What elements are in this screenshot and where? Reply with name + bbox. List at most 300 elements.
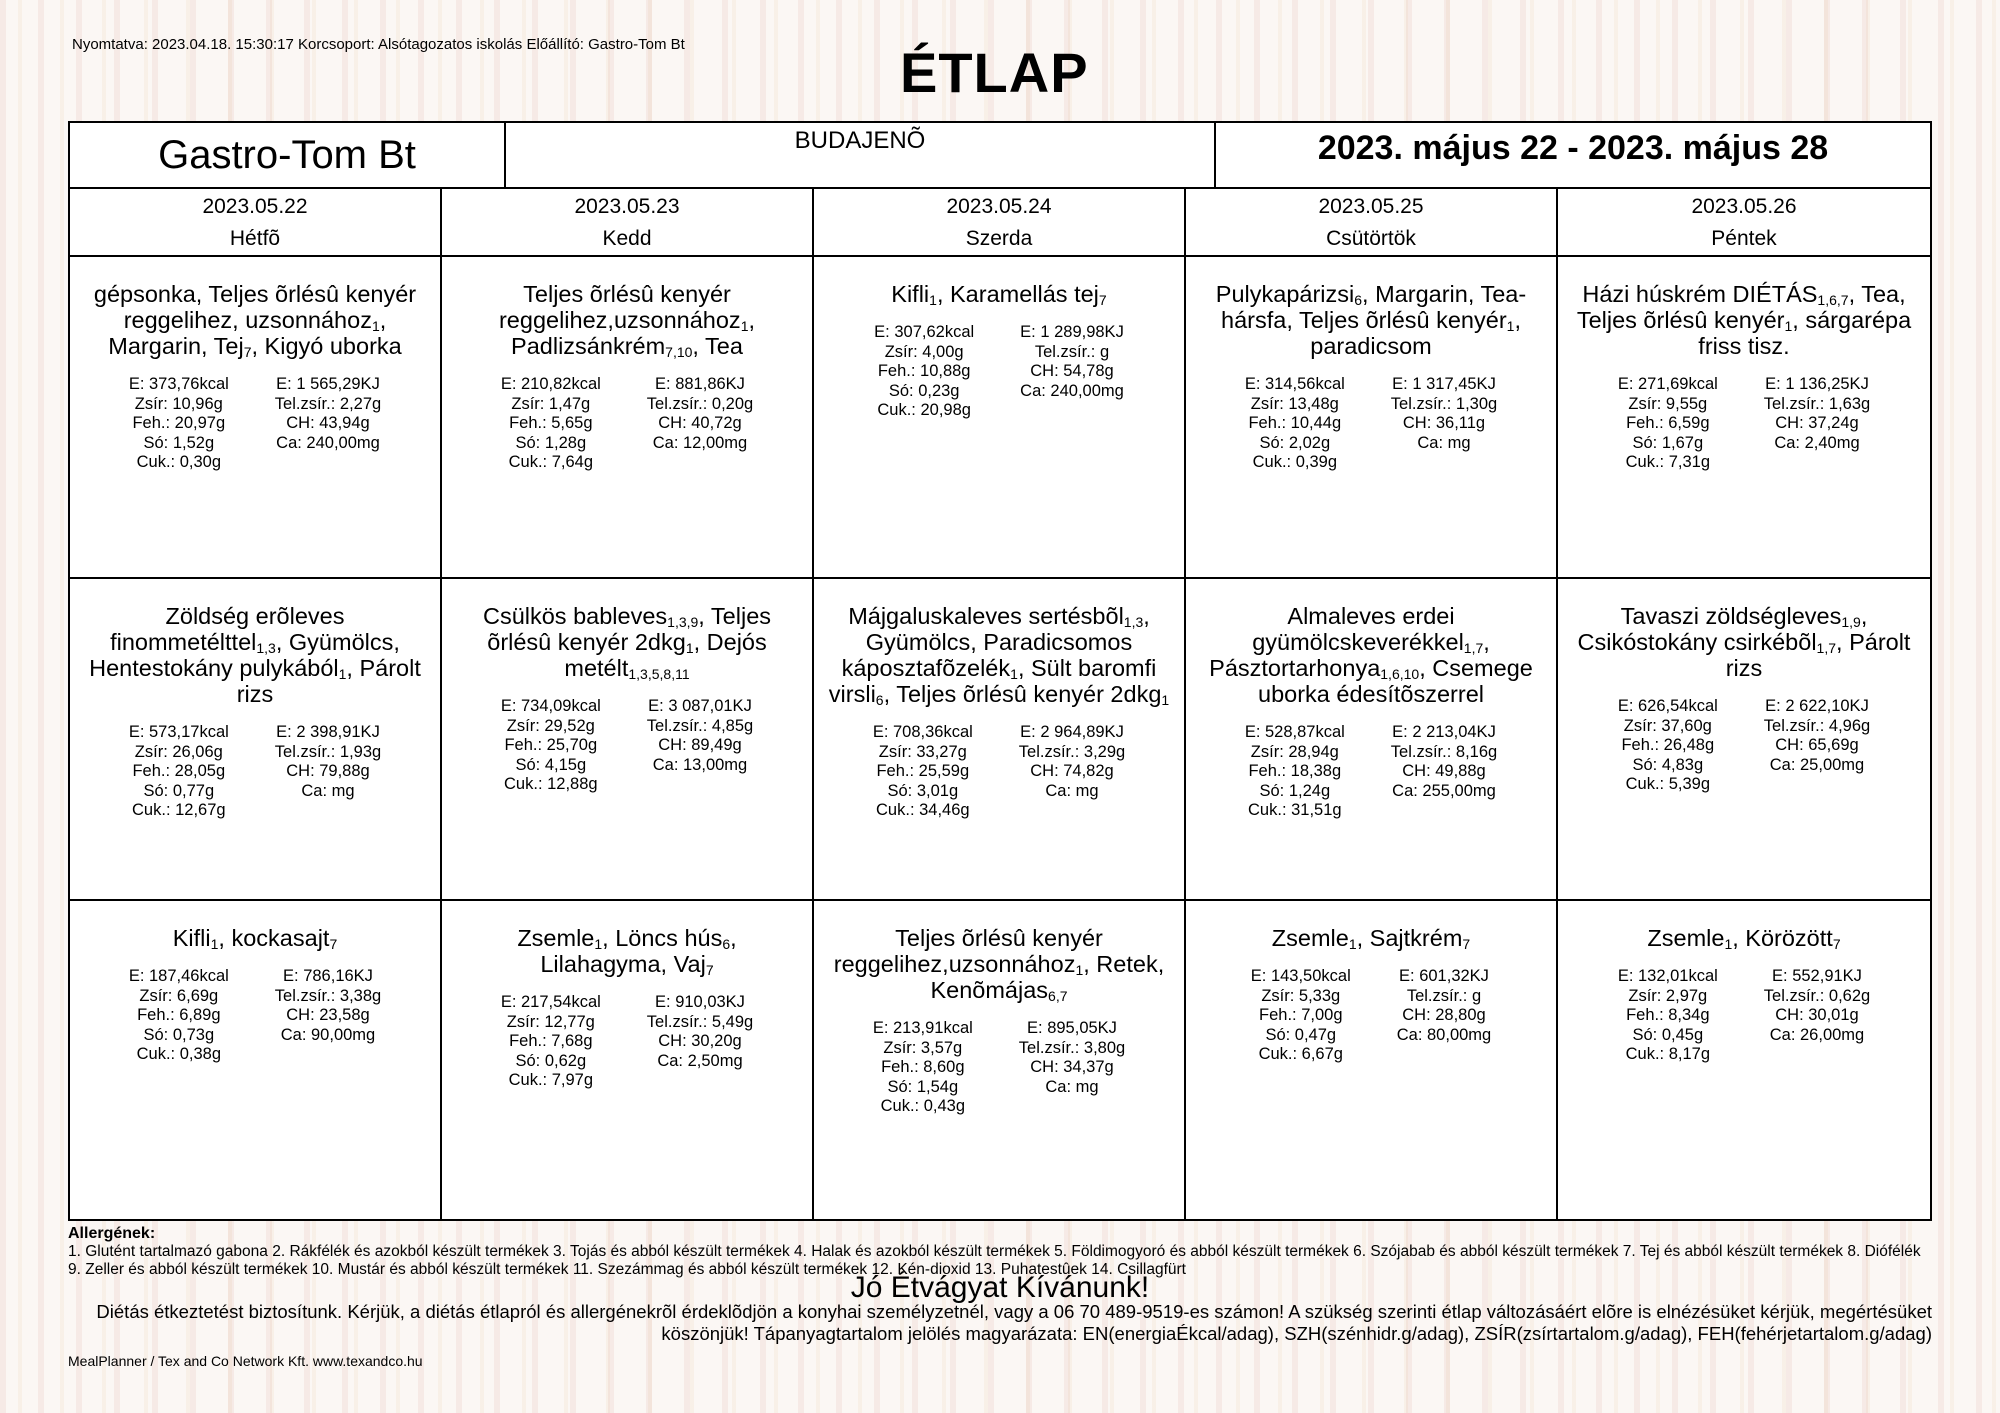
day-name: Szerda bbox=[965, 227, 1033, 250]
allergen-codes: 1 bbox=[1506, 318, 1515, 334]
allergen-codes: 1 bbox=[1348, 936, 1357, 952]
nutrition-value: Ca: 80,00mg bbox=[1396, 1025, 1492, 1044]
nutrition-value: Tel.zsír.: g bbox=[1034, 342, 1110, 361]
meal-description bbox=[828, 925, 1170, 1003]
nutrition-value: E: 2 964,89KJ bbox=[1020, 723, 1124, 741]
nutrition-value: Ca: 12,00mg bbox=[652, 433, 748, 452]
nutrition-value: Zsír: 2,97g bbox=[1628, 986, 1708, 1005]
meal-text: Teljes õrlésû kenyér reggelihez,uzsonnához bbox=[833, 925, 1103, 977]
meal-text: , Gyümölcs, Hentestokány pulykából bbox=[89, 629, 400, 681]
nutrition-value: E: 2 213,04KJ bbox=[1392, 723, 1496, 741]
nutrition-column bbox=[1245, 375, 1345, 473]
nutrition-value: E: 307,62kcal bbox=[874, 323, 975, 341]
nutrition-info bbox=[456, 697, 798, 795]
nutrition-value: E: 1 565,29KJ bbox=[276, 375, 380, 393]
nutrition-column bbox=[1618, 697, 1718, 795]
meal-text: , Körözött bbox=[1732, 925, 1833, 951]
nutrition-value: Só: 4,83g bbox=[1632, 755, 1704, 774]
nutrition-value: Zsír: 6,69g bbox=[139, 986, 219, 1005]
nutrition-value: E: 314,56kcal bbox=[1244, 375, 1345, 393]
nutrition-column bbox=[1019, 723, 1125, 821]
nutrition-value: Zsír: 1,47g bbox=[511, 394, 591, 413]
nutrition-value: E: 626,54kcal bbox=[1617, 697, 1718, 715]
meal-cell bbox=[814, 901, 1186, 1221]
nutrition-column bbox=[275, 967, 381, 1065]
nutrition-value: Só: 1,28g bbox=[515, 433, 587, 452]
day-date: 2023.05.24 bbox=[946, 195, 1052, 218]
meal-text: , Dejós metélt bbox=[564, 629, 767, 681]
software-credit: MealPlanner / Tex and Co Network Kft. www.texandco.hu bbox=[68, 1353, 423, 1369]
nutrition-value: E: 895,05KJ bbox=[1027, 1019, 1117, 1037]
meal-text: Teljes õrlésû kenyér reggelihez,uzsonnához bbox=[498, 281, 741, 333]
meal-description bbox=[84, 925, 426, 951]
meal-text: Májgaluskaleves sertésbõl bbox=[848, 603, 1124, 629]
allergen-codes: 1,3 bbox=[1123, 614, 1144, 630]
meal-description bbox=[1572, 603, 1916, 681]
nutrition-column bbox=[1019, 1019, 1125, 1117]
nutrition-value: Tel.zsír.: 2,27g bbox=[274, 394, 382, 413]
meal-text: , Margarin, Tea- hársfa, Teljes õrlésû kenyér bbox=[1221, 281, 1527, 333]
meal-cell bbox=[70, 901, 442, 1221]
nutrition-value: Zsír: 33,27g bbox=[878, 742, 967, 761]
nutrition-value: Zsír: 3,57g bbox=[883, 1038, 963, 1057]
nutrition-value: Só: 0,77g bbox=[143, 781, 215, 800]
nutrition-value: Só: 0,45g bbox=[1632, 1025, 1704, 1044]
meal-description bbox=[456, 281, 798, 359]
allergen-codes: 1 bbox=[1724, 936, 1733, 952]
location-name: BUDAJENÕ bbox=[506, 123, 1216, 187]
allergen-codes: 1 bbox=[740, 318, 749, 334]
nutrition-value: E: 2 398,91KJ bbox=[276, 723, 380, 741]
provider-name: Gastro-Tom Bt bbox=[70, 123, 506, 187]
day-name: Péntek bbox=[1711, 227, 1777, 250]
allergen-codes: 7 bbox=[705, 962, 714, 978]
nutrition-value: E: 213,91kcal bbox=[872, 1019, 973, 1037]
allergen-codes: 1,9 bbox=[1841, 614, 1861, 630]
meal-cell bbox=[70, 579, 442, 901]
nutrition-value: E: 271,69kcal bbox=[1617, 375, 1718, 393]
meal-text: , sárgarépa friss tisz. bbox=[1698, 307, 1912, 359]
nutrition-value: CH: 34,37g bbox=[1030, 1058, 1114, 1076]
nutrition-info bbox=[456, 375, 798, 473]
nutrition-value: Tel.zsír.: 8,16g bbox=[1390, 742, 1498, 761]
nutrition-value: E: 734,09kcal bbox=[500, 697, 601, 715]
allergen-codes: 1 bbox=[929, 292, 937, 308]
meal-description bbox=[84, 603, 426, 707]
meal-text: , Tea, Teljes õrlésû kenyér bbox=[1576, 281, 1906, 333]
nutrition-value: Feh.: 25,70g bbox=[504, 736, 598, 754]
nutrition-column bbox=[129, 967, 229, 1065]
meal-text: , Sajtkrém bbox=[1356, 925, 1463, 951]
allergen-codes: 7 bbox=[243, 344, 252, 360]
meal-text: Almaleves erdei gyümölcskeverékkel bbox=[1252, 603, 1464, 655]
nutrition-value: Feh.: 6,89g bbox=[137, 1006, 221, 1024]
meal-text: , Margarin, Tej bbox=[108, 307, 387, 359]
nutrition-value: Só: 0,23g bbox=[888, 381, 960, 400]
meal-text: Zsemle bbox=[1647, 925, 1725, 951]
meal-text: , Pásztortarhonya bbox=[1209, 629, 1490, 681]
nutrition-column bbox=[1764, 697, 1870, 795]
nutrition-value: Zsír: 4,00g bbox=[884, 342, 964, 361]
nutrition-value: E: 3 087,01KJ bbox=[648, 697, 752, 715]
meal-description bbox=[1572, 281, 1916, 359]
nutrition-value: Feh.: 7,68g bbox=[509, 1032, 593, 1050]
page-title: ÉTLAP bbox=[900, 41, 1089, 104]
nutrition-info bbox=[84, 375, 426, 473]
nutrition-value: Feh.: 8,34g bbox=[1626, 1006, 1710, 1024]
nutrition-column bbox=[501, 697, 601, 795]
nutrition-value: Só: 1,52g bbox=[143, 433, 215, 452]
meal-text: Tavaszi zöldségleves bbox=[1620, 603, 1842, 629]
allergen-codes: 1 bbox=[1784, 318, 1793, 334]
day-date: 2023.05.23 bbox=[574, 195, 680, 218]
meal-text: Zsemle bbox=[1271, 925, 1349, 951]
nutrition-value: E: 786,16KJ bbox=[283, 967, 373, 985]
nutrition-value: Zsír: 29,52g bbox=[506, 716, 595, 735]
meal-text: , Párolt rizs bbox=[236, 655, 421, 707]
nutrition-value: Ca: mg bbox=[1045, 1077, 1099, 1096]
meal-text: , Löncs hús bbox=[602, 925, 723, 951]
nutrition-info bbox=[828, 323, 1170, 421]
nutrition-value: Ca: 25,00mg bbox=[1769, 755, 1865, 774]
nutrition-value: Feh.: 8,60g bbox=[881, 1058, 965, 1076]
allergen-codes: 1,3,9 bbox=[667, 614, 699, 630]
allergen-codes: 1 bbox=[210, 936, 219, 952]
meal-cell bbox=[1558, 901, 1930, 1221]
nutrition-value: Tel.zsír.: 0,62g bbox=[1763, 986, 1871, 1005]
nutrition-value: Tel.zsír.: g bbox=[1406, 986, 1482, 1005]
day-header bbox=[442, 189, 814, 257]
nutrition-value: E: 143,50kcal bbox=[1250, 967, 1351, 985]
nutrition-value: E: 881,86KJ bbox=[655, 375, 745, 393]
nutrition-value: Feh.: 7,00g bbox=[1259, 1006, 1343, 1024]
nutrition-value: CH: 79,88g bbox=[286, 762, 370, 780]
nutrition-value: CH: 36,11g bbox=[1402, 414, 1486, 432]
nutrition-value: Ca: 13,00mg bbox=[652, 755, 748, 774]
meal-description bbox=[1200, 603, 1542, 707]
meal-text: , paradicsom bbox=[1310, 307, 1521, 359]
nutrition-value: Só: 1,67g bbox=[1632, 433, 1704, 452]
allergen-codes: 7 bbox=[1098, 292, 1107, 308]
day-name: Csütörtök bbox=[1326, 227, 1416, 250]
nutrition-value: E: 217,54kcal bbox=[500, 993, 601, 1011]
nutrition-value: Zsír: 13,48g bbox=[1250, 394, 1339, 413]
nutrition-value: Zsír: 10,96g bbox=[134, 394, 223, 413]
allergen-codes: 1 bbox=[1010, 666, 1018, 682]
nutrition-value: E: 552,91KJ bbox=[1772, 967, 1862, 985]
nutrition-column bbox=[1020, 323, 1124, 421]
allergen-codes: 6,7 bbox=[1048, 988, 1068, 1004]
nutrition-value: Feh.: 10,44g bbox=[1248, 414, 1342, 432]
allergen-codes: 7 bbox=[329, 936, 338, 952]
nutrition-value: CH: 74,82g bbox=[1030, 762, 1114, 780]
nutrition-value: Zsír: 37,60g bbox=[1623, 716, 1712, 735]
day-date: 2023.05.26 bbox=[1691, 195, 1797, 218]
nutrition-value: Ca: 240,00mg bbox=[276, 433, 380, 452]
nutrition-column bbox=[129, 723, 229, 821]
nutrition-value: Só: 4,15g bbox=[515, 755, 587, 774]
nutrition-value: Zsír: 12,77g bbox=[506, 1012, 595, 1031]
nutrition-column bbox=[275, 723, 381, 821]
nutrition-value: Só: 0,73g bbox=[143, 1025, 215, 1044]
day-header bbox=[70, 189, 442, 257]
nutrition-info bbox=[1200, 375, 1542, 473]
meal-text: , Kigyó uborka bbox=[251, 333, 402, 359]
bon-appetit-text: Jó Étvágyat Kívánunk! bbox=[850, 1271, 1150, 1304]
meal-text: , Retek, Kenõmájas bbox=[930, 951, 1165, 1003]
allergen-codes: 1 bbox=[338, 666, 347, 682]
nutrition-value: Feh.: 10,88g bbox=[877, 362, 971, 380]
nutrition-info bbox=[456, 993, 798, 1091]
nutrition-info bbox=[1200, 723, 1542, 821]
menu-grid bbox=[68, 189, 1932, 1221]
nutrition-value: Tel.zsír.: 4,96g bbox=[1763, 716, 1871, 735]
allergen-codes: 1,3,5,8,11 bbox=[628, 666, 690, 682]
allergen-codes: 1,6,10 bbox=[1380, 666, 1420, 682]
nutrition-value: Zsír: 28,94g bbox=[1250, 742, 1339, 761]
nutrition-column bbox=[1764, 967, 1870, 1065]
nutrition-column bbox=[501, 375, 601, 473]
meal-text: , Sült baromfi virsli bbox=[828, 655, 1157, 707]
meal-text: , Padlizsánkrém bbox=[511, 307, 756, 359]
nutrition-value: Ca: mg bbox=[301, 781, 355, 800]
day-header bbox=[1186, 189, 1558, 257]
nutrition-value: E: 210,82kcal bbox=[500, 375, 601, 393]
meal-text: , kockasajt bbox=[218, 925, 330, 951]
nutrition-value: Feh.: 20,97g bbox=[132, 414, 226, 432]
nutrition-column bbox=[1391, 723, 1497, 821]
nutrition-column bbox=[1397, 967, 1491, 1065]
nutrition-value: Cuk.: 0,38g bbox=[136, 1045, 221, 1063]
allergen-codes: 1 bbox=[1161, 692, 1170, 708]
meal-description bbox=[828, 281, 1170, 307]
nutrition-value: Cuk.: 7,64g bbox=[508, 453, 593, 471]
nutrition-value: Zsír: 26,06g bbox=[134, 742, 223, 761]
allergen-codes: 6 bbox=[1354, 292, 1363, 308]
day-name: Kedd bbox=[602, 227, 652, 250]
meal-cell bbox=[70, 257, 442, 579]
diet-notice: Diétás étkeztetést biztosítunk. Kérjük, a diétás étlapról és allergénekrõl érdeklõdjön a konyhai személyzetnél, vagy a 06 70 489-9519-es számon! A szükség szerinti étlap változásáért elõre is elnézésüket kérjük, megértésüket köszönjük! Tápanyagtartalom jelölés magyarázata: EN(energiaÉkcal/adag), SZH(szénhidr.g/adag), ZSÍR(zsírtartalom.g/adag), FEH(fehérjetartalom.g/adag) bbox=[96, 1301, 1932, 1344]
nutrition-value: Cuk.: 12,67g bbox=[132, 801, 226, 819]
nutrition-value: Feh.: 18,38g bbox=[1248, 762, 1342, 780]
nutrition-value: Ca: 90,00mg bbox=[280, 1025, 376, 1044]
nutrition-value: Zsír: 5,33g bbox=[1261, 986, 1341, 1005]
meal-description bbox=[828, 603, 1170, 707]
nutrition-value: Cuk.: 6,67g bbox=[1258, 1045, 1343, 1063]
allergen-codes: 1 bbox=[371, 318, 380, 334]
allergen-codes: 1 bbox=[685, 640, 694, 656]
nutrition-value: E: 2 622,10KJ bbox=[1765, 697, 1869, 715]
nutrition-value: Tel.zsír.: 4,85g bbox=[646, 716, 754, 735]
day-header bbox=[814, 189, 1186, 257]
meal-text: Házi húskrém DIÉTÁS bbox=[1582, 281, 1818, 307]
nutrition-value: CH: 49,88g bbox=[1402, 762, 1486, 780]
nutrition-column bbox=[1251, 967, 1351, 1065]
nutrition-value: Feh.: 6,59g bbox=[1626, 414, 1710, 432]
nutrition-value: Zsír: 9,55g bbox=[1628, 394, 1708, 413]
nutrition-value: E: 1 289,98KJ bbox=[1020, 323, 1124, 341]
meal-text: Csülkös bableves bbox=[482, 603, 668, 629]
allergen-codes: 1,3 bbox=[256, 640, 276, 656]
nutrition-value: E: 373,76kcal bbox=[128, 375, 229, 393]
day-name: Hétfõ bbox=[229, 227, 281, 250]
nutrition-value: CH: 65,69g bbox=[1775, 736, 1859, 754]
nutrition-column bbox=[647, 697, 753, 795]
day-date: 2023.05.25 bbox=[1318, 195, 1424, 218]
nutrition-value: Ca: 26,00mg bbox=[1769, 1025, 1865, 1044]
nutrition-value: E: 1 317,45KJ bbox=[1392, 375, 1496, 393]
printed-info: Nyomtatva: 2023.04.18. 15:30:17 Korcsoport: Alsótagozatos iskolás Előállító: Gastro-Tom Bt bbox=[72, 36, 685, 53]
allergen-codes: 1,7 bbox=[1463, 640, 1484, 656]
nutrition-value: Só: 1,24g bbox=[1259, 781, 1331, 800]
nutrition-column bbox=[1245, 723, 1345, 821]
nutrition-value: Só: 0,47g bbox=[1265, 1025, 1337, 1044]
meal-text: , Csemege uborka édesítõszerrel bbox=[1258, 655, 1533, 707]
nutrition-value: Cuk.: 31,51g bbox=[1248, 801, 1342, 819]
allergen-codes: 7 bbox=[1832, 936, 1841, 952]
allergen-codes: 1,6,7 bbox=[1817, 292, 1849, 308]
nutrition-value: Cuk.: 12,88g bbox=[504, 775, 598, 793]
meal-description bbox=[1200, 281, 1542, 359]
nutrition-value: Ca: 240,00mg bbox=[1020, 381, 1124, 400]
nutrition-info bbox=[1200, 967, 1542, 1065]
allergen-codes: 1 bbox=[1075, 962, 1084, 978]
meal-cell bbox=[814, 579, 1186, 901]
nutrition-value: Tel.zsír.: 3,38g bbox=[274, 986, 382, 1005]
meal-text: , Gyümölcs, Paradicsomos káposztafõzelék bbox=[841, 603, 1150, 681]
meal-text: Kifli bbox=[891, 281, 930, 307]
nutrition-value: CH: 40,72g bbox=[658, 414, 742, 432]
nutrition-value: Só: 2,02g bbox=[1259, 433, 1331, 452]
nutrition-column bbox=[873, 1019, 973, 1117]
nutrition-info bbox=[1572, 967, 1916, 1065]
nutrition-value: CH: 54,78g bbox=[1030, 362, 1114, 380]
meal-text: gépsonka, Teljes õrlésû kenyér reggelihez, uzsonnához bbox=[93, 281, 417, 333]
nutrition-value: CH: 28,80g bbox=[1402, 1006, 1486, 1024]
nutrition-value: Feh.: 28,05g bbox=[132, 762, 226, 780]
meal-cell bbox=[1558, 257, 1930, 579]
meal-cell bbox=[1186, 257, 1558, 579]
nutrition-value: Ca: mg bbox=[1417, 433, 1471, 452]
meal-text: , Lilahagyma, Vaj bbox=[540, 925, 737, 977]
nutrition-column bbox=[501, 993, 601, 1091]
allergen-codes: 7 bbox=[1462, 936, 1471, 952]
nutrition-value: Tel.zsír.: 1,93g bbox=[274, 742, 382, 761]
meal-cell bbox=[1186, 901, 1558, 1221]
nutrition-info bbox=[84, 967, 426, 1065]
nutrition-value: Cuk.: 0,39g bbox=[1252, 453, 1337, 471]
meal-text: , Karamellás tej bbox=[936, 281, 1099, 307]
nutrition-value: Cuk.: 5,39g bbox=[1625, 775, 1710, 793]
meal-description bbox=[456, 603, 798, 681]
nutrition-value: Tel.zsír.: 5,49g bbox=[646, 1012, 754, 1031]
meal-text: Pulykapárizsi bbox=[1215, 281, 1355, 307]
meal-text: , Csikóstokány csirkébõl bbox=[1577, 603, 1868, 655]
nutrition-value: Tel.zsír.: 0,20g bbox=[646, 394, 754, 413]
meal-text: , Párolt rizs bbox=[1725, 629, 1911, 681]
nutrition-value: E: 1 136,25KJ bbox=[1765, 375, 1869, 393]
nutrition-info bbox=[828, 723, 1170, 821]
nutrition-value: CH: 89,49g bbox=[658, 736, 742, 754]
nutrition-value: CH: 23,58g bbox=[286, 1006, 370, 1024]
meal-description bbox=[84, 281, 426, 359]
meal-text: Kifli bbox=[172, 925, 211, 951]
allergen-codes: 1 bbox=[594, 936, 603, 952]
meal-text: , Teljes õrlésû kenyér 2dkg bbox=[883, 681, 1162, 707]
footer bbox=[68, 1225, 1932, 1369]
nutrition-column bbox=[275, 375, 381, 473]
nutrition-column bbox=[647, 375, 753, 473]
nutrition-column bbox=[1764, 375, 1870, 473]
nutrition-value: Cuk.: 8,17g bbox=[1625, 1045, 1710, 1063]
meal-text: Zöldség erõleves finommetélttel bbox=[110, 603, 345, 655]
nutrition-value: Tel.zsír.: 1,63g bbox=[1763, 394, 1871, 413]
allergens-list: 1. Glutént tartalmazó gabona 2. Rákfélék és azokból készült termékek 3. Tojás és abból készült termékek 4. Halak és azokból készült termékek 5. Földimogyoró és abból készült termékek 6. Szójabab és abból készült termékek 7. Tej és abból készült termékek 8. Diófélék 9. Zeller és abból készült termékek 10. Mustár és abból készült termékek 11. Szezámmag és abból készült termékek 12. Kén-dioxid 13. Puhatestûek 14. Csillagfürt bbox=[68, 1243, 1921, 1278]
nutrition-info bbox=[828, 1019, 1170, 1117]
nutrition-value: Ca: 2,40mg bbox=[1774, 433, 1860, 452]
nutrition-value: Tel.zsír.: 1,30g bbox=[1390, 394, 1498, 413]
allergen-codes: 1,7 bbox=[1816, 640, 1837, 656]
nutrition-column bbox=[873, 723, 973, 821]
meal-description bbox=[1200, 925, 1542, 951]
nutrition-value: Cuk.: 34,46g bbox=[876, 801, 970, 819]
nutrition-info bbox=[84, 723, 426, 821]
nutrition-value: Cuk.: 7,31g bbox=[1625, 453, 1710, 471]
nutrition-value: CH: 30,01g bbox=[1775, 1006, 1859, 1024]
nutrition-column bbox=[1618, 967, 1718, 1065]
menu-header bbox=[68, 121, 1932, 189]
nutrition-value: Ca: 255,00mg bbox=[1392, 781, 1496, 800]
meal-text: , Teljes õrlésû kenyér 2dkg bbox=[487, 603, 772, 655]
date-range: 2023. május 22 - 2023. május 28 bbox=[1317, 128, 1829, 167]
nutrition-column bbox=[647, 993, 753, 1091]
nutrition-column bbox=[1618, 375, 1718, 473]
meal-text: , Tea bbox=[692, 333, 743, 359]
nutrition-info bbox=[1572, 697, 1916, 795]
nutrition-value: E: 910,03KJ bbox=[655, 993, 745, 1011]
nutrition-value: Feh.: 26,48g bbox=[1621, 736, 1715, 754]
nutrition-value: Ca: mg bbox=[1045, 781, 1099, 800]
nutrition-column bbox=[1391, 375, 1497, 473]
nutrition-info bbox=[1572, 375, 1916, 473]
nutrition-value: CH: 30,20g bbox=[658, 1032, 742, 1050]
meal-cell bbox=[442, 257, 814, 579]
nutrition-value: Só: 0,62g bbox=[515, 1051, 587, 1070]
nutrition-value: Feh.: 25,59g bbox=[876, 762, 970, 780]
day-header bbox=[1558, 189, 1930, 257]
nutrition-value: Cuk.: 7,97g bbox=[508, 1071, 593, 1089]
nutrition-value: E: 187,46kcal bbox=[128, 967, 229, 985]
allergen-codes: 6 bbox=[722, 936, 731, 952]
day-date: 2023.05.22 bbox=[202, 195, 308, 218]
meal-description bbox=[1572, 925, 1916, 951]
nutrition-column bbox=[874, 323, 974, 421]
meal-text: Zsemle bbox=[517, 925, 595, 951]
nutrition-value: Só: 1,54g bbox=[887, 1077, 959, 1096]
nutrition-value: E: 132,01kcal bbox=[1617, 967, 1718, 985]
meal-cell bbox=[442, 901, 814, 1221]
meal-cell bbox=[442, 579, 814, 901]
meal-cell bbox=[1186, 579, 1558, 901]
nutrition-value: Cuk.: 20,98g bbox=[877, 401, 971, 419]
nutrition-value: Tel.zsír.: 3,80g bbox=[1018, 1038, 1126, 1057]
nutrition-value: Feh.: 5,65g bbox=[509, 414, 593, 432]
nutrition-value: Cuk.: 0,43g bbox=[880, 1097, 965, 1115]
nutrition-value: CH: 37,24g bbox=[1775, 414, 1859, 432]
nutrition-value: Tel.zsír.: 3,29g bbox=[1018, 742, 1126, 761]
nutrition-value: CH: 43,94g bbox=[286, 414, 370, 432]
nutrition-value: E: 708,36kcal bbox=[872, 723, 973, 741]
